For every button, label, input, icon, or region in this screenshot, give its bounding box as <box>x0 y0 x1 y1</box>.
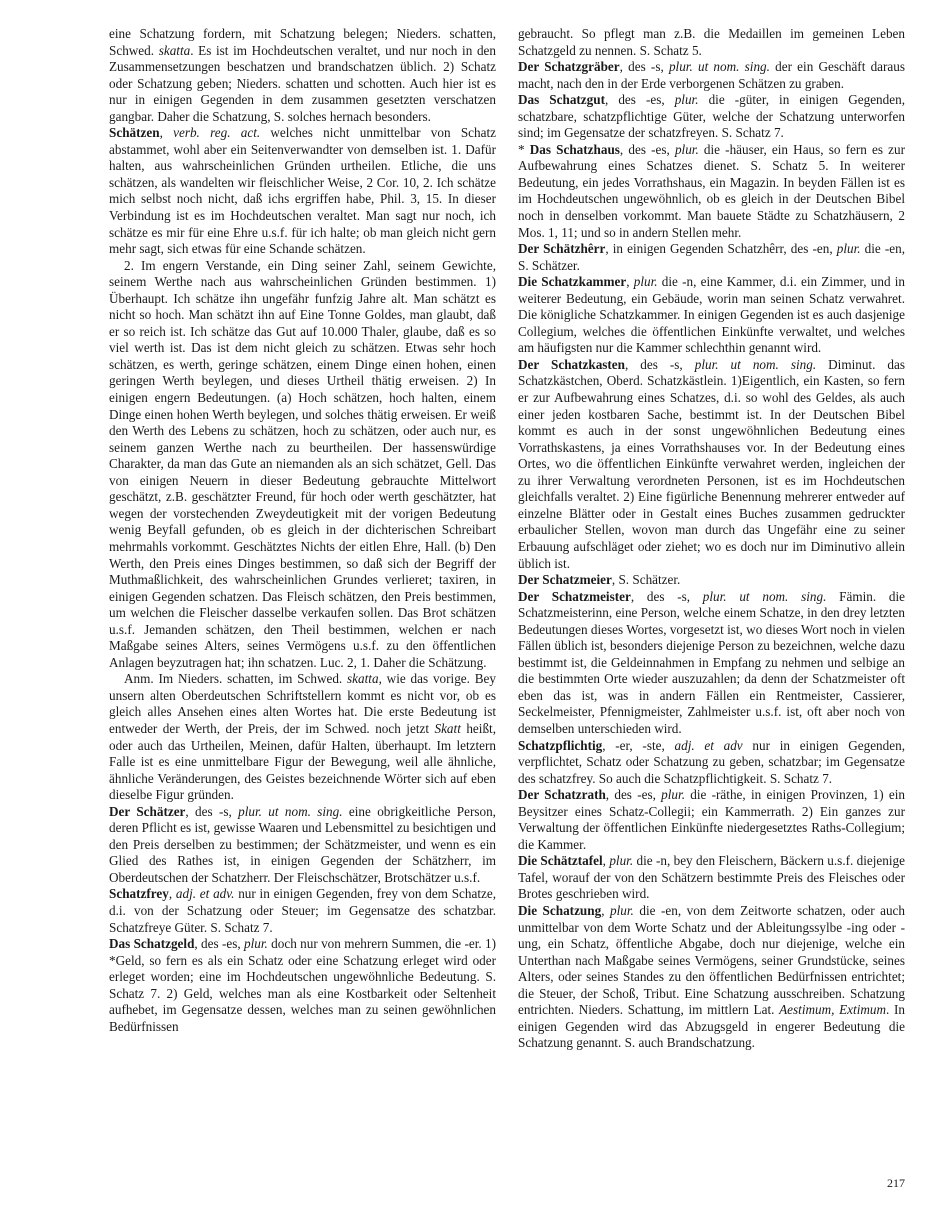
entry-headword: Der Schätzhêrr <box>518 241 606 257</box>
italic-text: plur. ut nom. sing. <box>702 588 827 604</box>
entry-text: , des -es, <box>619 141 675 157</box>
entry-text: nur in einigen Gegenden, frey von dem Schatze, d.i. von der Schatzung oder Steuer; im Gegensatze des schatzbar. Schatzfreye Güter. S. Schatz 7. <box>109 886 496 935</box>
entry-text: 2. Im engern Verstande, ein Ding seiner Zahl, seinem Gewichte, seinem Werthe nach aus wahrscheinlichen Gründen bestimmen. 1) Überhaupt. Ich schätze ihn ungefähr funfzig Jahre alt. Man schätzt es nicht so hoch. Man schätzt ihn auf Eine Tonne Goldes, man glaubt, daß er so reich ist. Ich schätze das Gut auf 10.000 Thaler, glaube, daß es so viel werth ist. Das ist dem nicht gleich zu schätzen. Etwas sehr hoch schätzen, es werth, geringe schätzen, einem Dinge einen hohen, einen geringen Werth beylegen, und dieses Urtheil thätig erweisen. 2) In einigen engern Bedeutungen. (a) Hoch schätzen, hoch halten, einem Dinge einen hohen Werth beylegen, und solches thätig erweisen. Er weiß den Werth des Lebens zu schätzen, hoch zu schätzen, oder auch nur, es seinem ganzen Werthe nach zu beurtheilen. Der hassenswürdige Charakter, da man das Gute an niemanden als an sich schätzet, Gell. Das von einigen Neuern in dieser Bedeutung gebrauchte Mittelwort geschätzt, z.B. geschätzter Freund, für hoch oder werth geschätzter, hat wegen der vorstechenden Zweydeutigkeit mit der vorigen Bedeutung wenig Beyfall gefunden, ob es gleich in der dichterischen Schreibart mehrmahls vorkommt. Geschätztes Nichts der eitlen Ehre, Hall. (b) Den Werth, den Preis eines Dinges bestimmen, so daß sich der Begriff der Muthmaßlichkeit, des wahrscheinlichen Grundes verlieret; taxiren, in einigen Gegenden schatzen. Das Fleisch schätzen, den Preis bestimmen, um welchen die Fleischer dasselbe verkaufen sollen. Das Brot schätzen u.s.f. Jemanden schätzen, den Theil bestimmen, welchen er nach Maßgabe seines Alters, seines Vermögens u.s.f. zu den öffentlichen Anlagen beyzutragen hat; ihn schatzen. Luc. 2, 1. Daher die Schätzung. <box>109 257 496 670</box>
entry-paragraph <box>109 936 496 1035</box>
entry-headword: Der Schatzmeister <box>518 588 631 604</box>
entry-headword: Die Schätztafel <box>518 853 603 869</box>
entry-headword: Der Schatzrath <box>518 787 606 803</box>
left-column <box>109 26 496 1035</box>
italic-text: adj. et adv. <box>175 886 235 902</box>
entry-text: der ein Geschäft daraus macht, nach den in der Erde verborgenen Schätzen zu graben. <box>518 59 905 91</box>
entry-text: . In einigen Gegenden wird das Abzugsgeld in engerer Bedeutung die Schatzung genannt. S. auch Brandschatzung. <box>518 1002 905 1051</box>
entry-paragraph <box>109 886 496 936</box>
entry-text: , <box>601 902 611 918</box>
entry-text: Diminut. das Schatzkästchen, Oberd. Schatzkästlein. 1)Eigentlich, ein Kasten, so fern er zur Aufbewahrung eines Schatzes, d.i. so wohl des Geldes, als auch einer jeden kostbaren Sache, bestimmt ist. In der Deutschen Bibel kommt es auch in der sonst ungewöhnlichen Bedeutung eines Vorrathskastens, ja eines Vorrathshauses vor. In der Bedeutung eines Ortes, wo die öffentlichen Einkünfte verwahret werden, ingleichen der zu ihrer Verwaltung verordneten Personen, ist es im Hochdeutschen gleichfalls veraltet. 2) Eine figürliche Benennung mehrerer entweder auf einzelne Blätter oder in Gestalt eines Buches zusammen gedruckter erbaulicher Stellen, wovon man durch das Ungefähr eine zu seiner Erbauung aufschläget oder ziehet; wo es doch nur im Diminutivo allein üblich ist. <box>518 356 905 571</box>
entry-headword: Schatzpflichtig <box>518 737 603 753</box>
right-column <box>518 26 905 1052</box>
entry-paragraph <box>518 853 905 903</box>
entry-text: Fämin. die Schatzmeisterinn, eine Person, welche einem Schatze, in den drey letzten Bedeutungen dieses Wortes, vorgesetzt ist, wo dieses Wort noch in vielen Fällen üblich ist, besonders diejenige Person zu bezeichnen, welche dazu bestimmt ist, die Geldeinnahmen in Empfang zu nehmen und selbige an die bestimmten Orte wieder auszuzahlen; da denn der Schatzmeister oft eben das ist, was in andern Fällen ein Rentmeister, Cassierer, Seckelmeister, Pfennigmeister, Zahlmeister u.s.f. ist, oft aber noch von demselben unterschieden wird. <box>518 588 905 736</box>
italic-text: plur. <box>836 241 861 257</box>
entry-paragraph <box>518 274 905 357</box>
entry-paragraph <box>109 258 496 672</box>
entry-headword: Die Schatzung <box>518 902 602 918</box>
entry-headword: Das Schatzhaus <box>529 141 620 157</box>
entry-text: die -n, eine Kammer, d.i. ein Zimmer, und in weiterer Bedeutung, ein Gebäude, worin man seinen Schatz verwahret. Die königliche Schatzkammer. In einigen Gegenden ist es auch dasjenige Collegium, welches die öffentlichen Einkünfte verwaltet, und welches am häufigsten nur die Kammer schlechthin genannt wird. <box>518 274 906 356</box>
entry-text: , <box>626 274 634 290</box>
italic-text: skatta <box>158 42 191 58</box>
italic-text: adj. et adv <box>674 737 743 753</box>
entry-paragraph <box>109 671 496 803</box>
italic-text: Aestimum, Extimum <box>779 1002 886 1018</box>
entry-text: , des -s, <box>625 356 695 372</box>
entry-paragraph <box>518 142 905 241</box>
entry-text: nur in einigen Gegenden, verpflichtet, Schatz oder Schatzung zu geben, schatzbar; im Gegensatze des schatzfrey. So auch die Schatzpflichtigkeit. S. Schatz 7. <box>518 737 905 786</box>
entry-headword: Der Schatzmeier <box>518 572 612 588</box>
entry-paragraph <box>518 241 905 274</box>
italic-text: plur. ut nom. sing. <box>238 803 343 819</box>
entry-text: gebraucht. So pflegt man z.B. die Medaillen im gemeinen Leben Schatzgeld zu nennen. S. Schatz 5. <box>518 26 905 58</box>
entry-text: Anm. Im Nieders. schatten, im Schwed. <box>124 671 348 687</box>
entry-text: die -häuser, ein Haus, so fern es zur Aufbewahrung eines Schatzes dienet. S. Schatz 5. In weiterer Bedeutung, ein jedes Vorrathshaus, ein Magazin. In beyden Fällen ist es im Hochdeutschen ungewöhnlich, ob es gleich in der Deutschen Bibel noch in denselben vorkommt. Man bauete Städte zu Schatzhäusern, 2 Mos. 1, 11; und so in andern Stellen mehr. <box>518 141 905 240</box>
italic-text: plur. ut nom. sing. <box>668 59 770 75</box>
italic-text: plur. <box>244 936 268 952</box>
entry-headword: Der Schätzer <box>109 803 186 819</box>
entry-headword: Schatzfrey <box>109 886 169 902</box>
entry-text: welches nicht unmittelbar von Schatz abstammet, wohl aber ein Seitenverwandter von demselben ist. 1. Dafür halten, aus wahrscheinlichen Gründen urtheilen. Etliche, die uns schätzen, als wandelten wir fleischlicher Weise, 2 Cor. 10, 2. Ich schätze mich selbst noch nicht, daß ichs ergriffen habe, Phil. 3, 15. In dieser Verbindung ist es im Hochdeutschen veraltet. Man sagt nur noch, ich schätze es mir für eine Ehre u.s.f. für ich halte; ob man gleich nicht gern mehr sagt, sich etwas für eine Schande schätzen. <box>109 125 496 257</box>
italic-text: plur. <box>610 902 634 918</box>
italic-text: plur. <box>674 141 699 157</box>
entry-paragraph <box>109 804 496 887</box>
entry-text: die -en, von dem Zeitworte schatzen, oder auch unmittelbar von dem Worte Schatz und der Ableitungssylbe -ing oder -ung, ein Schatz, öffentliche Abgabe, doch nur diejenige, welche ein Unterthan nach Maßgabe seines Vermögens, seiner Grundstücke, seines Alters, oder seines Standes zu den öffentlichen Bedürfnissen entrichtet; die Steuer, der Schoß, Tribut. Eine Schatzung ausschreiben. Schatzung entrichten. Nieders. Schattung, im mittlern Lat. <box>518 902 906 1018</box>
entry-paragraph <box>109 26 496 125</box>
page-number: 217 <box>887 1176 905 1190</box>
italic-text: skatta <box>347 671 379 687</box>
italic-text: verb. reg. act. <box>173 125 261 141</box>
entry-text: . Es ist im Hochdeutschen veraltet, und nur noch in den Zusammensetzungen beschatzen und brandschatzen üblich. 2) Schatz oder Schatzung geben; Nieders. schatten und schotten. Auch hier ist es nur in einigen Gegenden in dem zusammen gesetzten verschatzen gangbar. Daher die Schatzung, S. solches hernach besonders. <box>109 42 496 124</box>
italic-text: plur. ut nom. sing. <box>694 356 817 372</box>
entry-text: * <box>518 141 530 157</box>
italic-text: plur. <box>609 853 634 869</box>
entry-paragraph <box>518 26 905 59</box>
entry-headword: Der Schatzkasten <box>518 356 625 372</box>
entry-text: , des -es, <box>604 92 675 108</box>
italic-text: plur. <box>674 92 699 108</box>
entry-text: , des -s, <box>619 59 669 75</box>
entry-text: die -güter, in einigen Gegenden, schatzbare, schatzpflichtige Güter, welche der Schatzung unterworfen sind; im Gegensatze der schatzfreyen. S. Schatz 7. <box>518 92 905 141</box>
italic-text: plur. <box>661 787 685 803</box>
entry-text: die -räthe, in einigen Provinzen, 1) ein Beysitzer eines Schatz-Collegii; ein Kammerrath. 2) Ein ganzes zur Verwaltung der öffentlichen Einkünfte niedergesetztes Raths-Collegium; die Kammer. <box>518 787 905 852</box>
entry-text: heißt, oder auch das Urtheilen, Meinen, dafür Halten, überhaupt. Im letztern Falle ist es eine unmittelbare Figur der Bewegung, weil alle ähnliche, ähnliche Veränderungen, des Geistes bezeichnende Wörter sich auf eben dieselbe Figur gründen. <box>109 720 496 803</box>
entry-text: , -er, -ste, <box>602 737 675 753</box>
entry-text: , S. Schätzer. <box>611 572 681 588</box>
entry-paragraph <box>109 125 496 257</box>
entry-text: , wie das vorige. Bey unsern alten Oberdeutschen Schriftstellern kommt es nicht vor, ob es gleich alles Ansehen eines alten Wortes hat. Die erste Bedeutung ist entweder der Werth, der Preis, der im Schwed. noch jetzt <box>109 671 496 736</box>
entry-text: , des -es, <box>605 787 662 803</box>
entry-paragraph <box>518 59 905 92</box>
entry-paragraph <box>518 903 905 1052</box>
entry-headword: Das Schatzgut <box>518 92 605 108</box>
entry-paragraph <box>518 572 905 589</box>
entry-text: , des -s, <box>630 588 703 604</box>
entry-paragraph <box>518 92 905 142</box>
entry-text: die -n, bey den Fleischern, Bäckern u.s.f. diejenige Tafel, worauf der von den Schätzern bestimmte Preis des Fleisches oder Brotes geschrieben wird. <box>518 853 905 902</box>
entry-text: , des -s, <box>185 803 239 819</box>
entry-text: , <box>159 125 174 141</box>
entry-text: die -en, S. Schätzer. <box>518 241 905 273</box>
entry-paragraph <box>518 738 905 788</box>
entry-paragraph <box>518 589 905 738</box>
entry-text: , in einigen Gegenden Schatzhêrr, des -en, <box>605 241 837 257</box>
entry-text: , des -es, <box>194 936 244 952</box>
entry-text: eine Schatzung fordern, mit Schatzung belegen; Nieders. schatten, Schwed. <box>109 26 496 58</box>
entry-text: , <box>602 853 610 869</box>
entry-text: , <box>168 886 176 902</box>
italic-text: plur. <box>633 274 658 290</box>
italic-text: Skatt <box>434 720 461 736</box>
entry-headword: Der Schatzgräber <box>518 59 620 75</box>
entry-text: eine obrigkeitliche Person, deren Pflicht es ist, gewisse Waaren und Lebensmittel zu besichtigen und den Preis derselben zu bestimmen; der Schätzmeister, und wenn es ein Glied des Rathes ist, in einigen Gegenden der Schätzherr, im Oberdeutschen der Schatzherr. Der Fleischschätzer, Brotschätzer u.s.f. <box>109 803 496 885</box>
entry-paragraph <box>518 787 905 853</box>
entry-headword: Die Schatzkammer <box>518 274 627 290</box>
entry-text: doch nur von mehrern Summen, die -er. 1) *Geld, so fern es als ein Schatz oder eine Schatzung erleget wird oder erleget worden; eine im Hochdeutschen ungewöhnliche Bedeutung. S. Schatz 7. 2) Geld, welches man als eine Kostbarkeit oder Seltenheit aufhebet, im Gegensatze dessen, welches man zu seinen gewöhnlichen Bedürfnissen <box>109 936 496 1034</box>
entry-headword: Das Schatzgeld <box>109 936 195 952</box>
entry-paragraph <box>518 357 905 572</box>
entry-headword: Schätzen <box>109 125 160 141</box>
